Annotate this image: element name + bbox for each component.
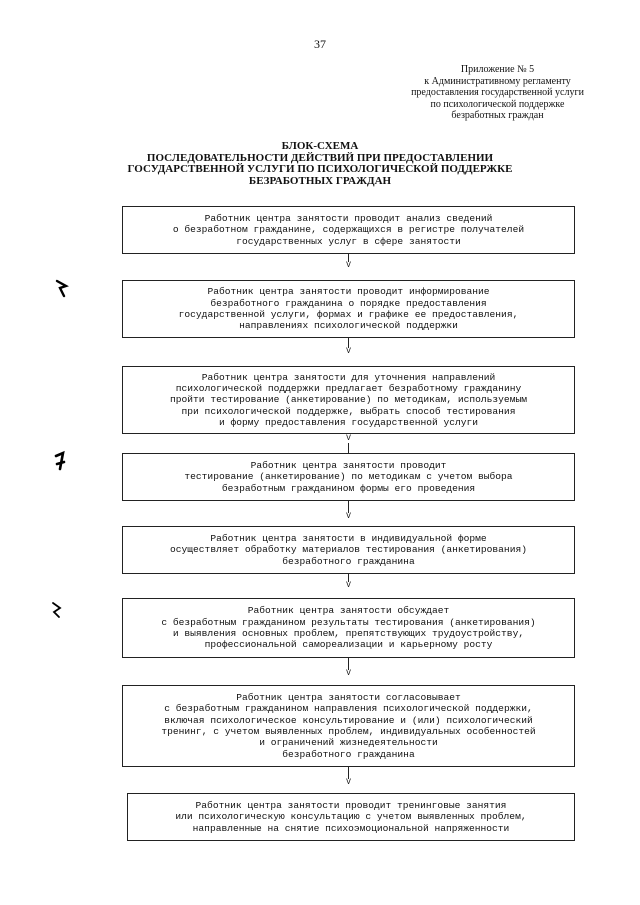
- step-line: профессиональной самореализации и карьерному росту: [204, 639, 493, 651]
- flow-step-1: [122, 206, 575, 254]
- arrow-down-icon: V: [346, 778, 351, 787]
- flow-step-6: [122, 598, 575, 658]
- appendix-line: к Административному регламенту: [424, 75, 571, 87]
- title-line: БЛОК-СХЕМА: [281, 140, 359, 152]
- step-line: тестирование (анкетирование) по методикам с учетом выбора: [184, 471, 513, 483]
- flow-step-2: [122, 280, 575, 338]
- step-line: безработным гражданином формы его проведения: [221, 482, 476, 494]
- step-line: осуществляет обработку материалов тестирования (анкетирования): [170, 544, 527, 556]
- arrow-down-icon: V: [346, 261, 351, 270]
- margin-mark-icon: [54, 277, 70, 299]
- appendix-line: предоставления государственной услуги: [411, 87, 584, 98]
- step-line: или психологическую консультацию с учетом выявленных проблем,: [175, 811, 527, 823]
- step-line: о безработном гражданине, содержащихся в регистре получателей: [172, 224, 525, 236]
- step-line: с безработным гражданином направления психологической поддержки,: [164, 703, 533, 715]
- connector-line: [348, 443, 349, 453]
- step-line: включая психологическое консультирование и (или) психологический: [164, 714, 533, 726]
- appendix-line: Приложение № 5: [460, 64, 535, 75]
- step-line: с безработным гражданином результаты тестирования (анкетирования): [161, 616, 536, 628]
- step-line: тренинг, с учетом выявленных проблем, индивидуальных особенностей: [161, 726, 536, 737]
- step-line: Работник центра занятости согласовывает: [236, 692, 461, 704]
- page-number: 37: [314, 37, 326, 51]
- arrow-down-icon: V: [346, 512, 351, 521]
- flow-step-5: [122, 526, 575, 574]
- step-line: безработного гражданина о порядке предоставления: [210, 297, 487, 309]
- appendix-line: безработных граждан: [451, 110, 544, 121]
- appendix-note: [385, 64, 610, 122]
- step-line: направленные на снятие психоэмоциональной напряженности: [192, 822, 510, 834]
- document-title: [0, 141, 640, 187]
- title-line: ГОСУДАРСТВЕННОЙ УСЛУГИ ПО ПСИХОЛОГИЧЕСКОЙ ПОДДЕРЖКЕ: [127, 163, 513, 175]
- step-line: Работник центра занятости проводит информирование: [207, 286, 490, 298]
- step-line: Работник центра занятости в индивидуальной форме: [210, 533, 487, 545]
- step-line: и ограничений жизнедеятельности: [259, 737, 438, 749]
- step-line: и выявления основных проблем, препятствующих трудоустройству,: [172, 628, 525, 639]
- margin-mark-icon: [50, 600, 64, 620]
- flow-step-4: [122, 453, 575, 501]
- title-line: ПОСЛЕДОВАТЕЛЬНОСТИ ДЕЙСТВИЙ ПРИ ПРЕДОСТАВЛЕНИИ: [146, 151, 494, 164]
- step-line: Работник центра занятости проводит тренинговые занятия: [195, 800, 507, 812]
- step-line: государственной услуги, формах и графике ее предоставления,: [178, 309, 519, 320]
- step-line: Работник центра занятости для уточнения направлений: [201, 371, 496, 383]
- flow-step-8: [127, 793, 575, 841]
- step-line: государственных услуг в сфере занятости: [236, 235, 461, 247]
- step-line: при психологической поддержке, выбрать способ тестирования: [181, 405, 516, 417]
- step-line: пройти тестирование (анкетирование) по методикам, используемым: [170, 394, 527, 406]
- step-line: Работник центра занятости обсуждает: [247, 605, 450, 617]
- step-line: безработного гражданина: [282, 748, 415, 760]
- step-line: психологической поддержки предлагает безработному гражданину: [175, 383, 522, 395]
- step-line: Работник центра занятости проводит: [250, 460, 447, 472]
- step-line: направлениях психологической поддержки: [239, 320, 458, 332]
- margin-mark-icon: [52, 450, 68, 472]
- step-line: безработного гражданина: [282, 555, 415, 567]
- arrow-down-icon: V: [346, 669, 351, 678]
- arrow-down-icon: V: [346, 581, 351, 590]
- step-line: и форму предоставления государственной услуги: [218, 416, 479, 428]
- arrow-down-icon: V: [346, 434, 351, 443]
- flow-step-7: [122, 685, 575, 767]
- arrow-down-icon: V: [346, 347, 351, 356]
- title-line: БЕЗРАБОТНЫХ ГРАЖДАН: [248, 174, 392, 187]
- flow-step-3: [122, 366, 575, 434]
- step-line: Работник центра занятости проводит анализ сведений: [204, 213, 493, 225]
- appendix-line: по психологической поддержке: [430, 98, 565, 110]
